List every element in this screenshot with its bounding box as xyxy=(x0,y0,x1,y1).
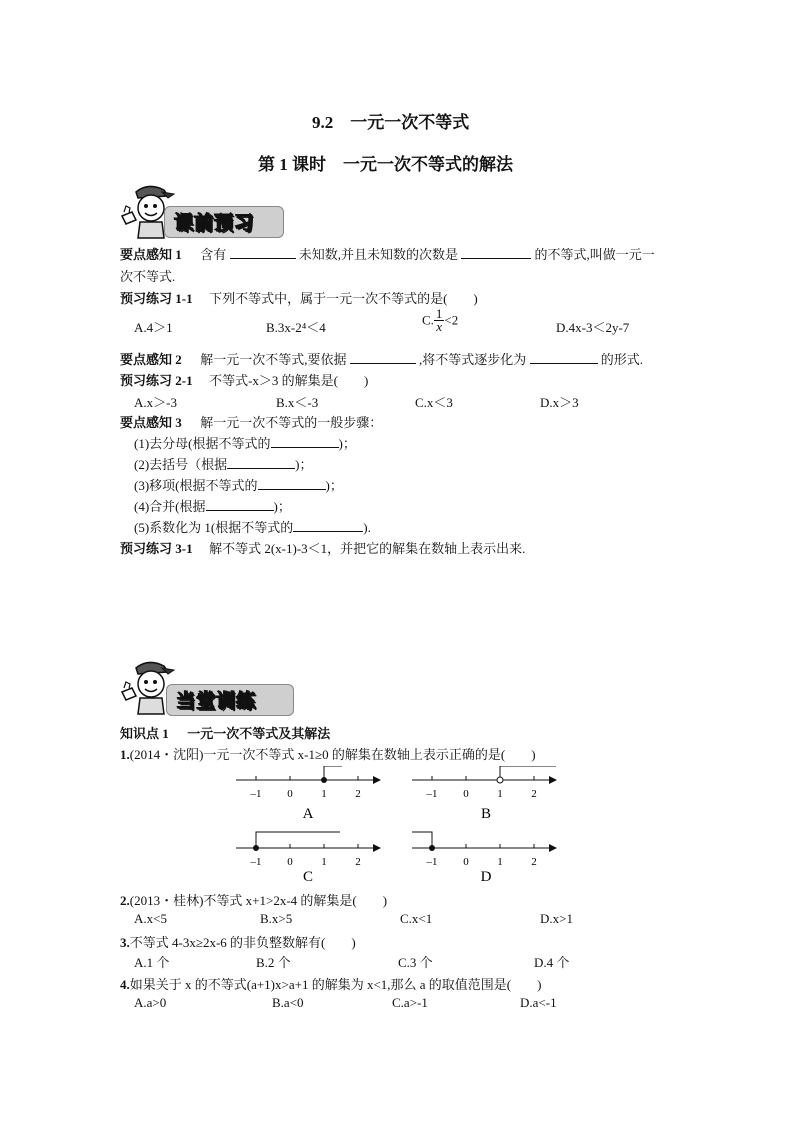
blank[interactable] xyxy=(206,498,274,511)
question-number: 4. xyxy=(120,977,130,992)
lesson-title: 第 1 课时 一元一次不等式的解法 xyxy=(258,155,513,174)
tick-label: 0 xyxy=(287,788,293,800)
option-letter: B xyxy=(480,806,492,822)
option-a[interactable]: A.1 个 xyxy=(134,955,170,970)
blank[interactable] xyxy=(227,456,295,469)
number-line-b[interactable] xyxy=(412,766,556,822)
exercise-2-1-question: 不等式-x＞3 的解集是( ) xyxy=(209,373,369,388)
step-5-text: (5)系数化为 1(根据不等式的 xyxy=(134,520,294,535)
question-text: 不等式 4-3x≥2x-6 的非负整数解有( ) xyxy=(129,935,356,950)
exercise-1-1 xyxy=(120,288,478,307)
question-number: 2. xyxy=(120,893,130,908)
exercise-3-1 xyxy=(120,538,525,557)
question-text: (2013・桂林)不等式 x+1>2x-4 的解集是( ) xyxy=(129,893,388,908)
blank[interactable] xyxy=(230,246,296,259)
knowledge-point-1 xyxy=(120,723,330,742)
option-letter: C xyxy=(302,869,314,885)
option-a[interactable]: A.a>0 xyxy=(134,995,167,1010)
question-2 xyxy=(120,890,387,909)
exercise-3-1-question: 解不等式 2(x-1)-3＜1，并把它的解集在数轴上表示出来. xyxy=(209,541,526,556)
step-1-text: (1)去分母(根据不等式的 xyxy=(134,436,271,451)
tick-label: 0 xyxy=(287,856,293,868)
step-2-text: (2)去括号（根据 xyxy=(134,457,228,472)
step-1 xyxy=(134,433,356,452)
tick-label: –1 xyxy=(426,788,438,800)
step-5 xyxy=(134,517,371,536)
tick-label: 2 xyxy=(531,788,537,800)
blank[interactable] xyxy=(258,477,326,490)
tick-label: –1 xyxy=(426,856,438,868)
option-a[interactable]: A.x<5 xyxy=(134,911,167,926)
tick-label: –1 xyxy=(250,788,262,800)
question-text: (2014・沈阳)一元一次不等式 x-1≥0 的解集在数轴上表示正确的是( ) xyxy=(129,747,536,762)
option-b[interactable]: B.3x-2⁴＜4 xyxy=(266,320,326,335)
tick-label: 0 xyxy=(463,788,469,800)
option-c[interactable]: C.3 个 xyxy=(398,955,433,970)
question-number: 3. xyxy=(120,935,130,950)
keypoint-2-text-a: 解一元一次不等式,要依据 xyxy=(200,352,347,367)
blank[interactable] xyxy=(293,519,363,532)
tick-label: 1 xyxy=(497,788,503,800)
step-2 xyxy=(134,454,313,473)
step-5-end: ). xyxy=(363,520,371,535)
keypoint-1-cont: 次不等式. xyxy=(120,269,176,284)
keypoint-2 xyxy=(120,349,643,368)
option-c[interactable]: C.x＜3 xyxy=(415,395,453,410)
question-3 xyxy=(120,932,356,951)
training-banner xyxy=(118,658,298,718)
training-banner-label: 当堂训练 xyxy=(176,690,257,712)
blank[interactable] xyxy=(461,246,531,259)
step-2-end: )； xyxy=(295,457,313,472)
option-d[interactable]: D.x>1 xyxy=(540,911,573,926)
number-line-c[interactable] xyxy=(236,832,380,885)
step-4-text: (4)合并(根据 xyxy=(134,499,206,514)
tick-label: 1 xyxy=(321,856,327,868)
blank[interactable] xyxy=(530,351,598,364)
option-c[interactable] xyxy=(422,308,458,333)
blank[interactable] xyxy=(271,435,339,448)
knowledge-point-title: 一元一次不等式及其解法 xyxy=(187,726,331,741)
option-d[interactable]: D.a<-1 xyxy=(520,995,557,1010)
tick-label: 2 xyxy=(531,856,537,868)
fraction-denominator: x xyxy=(436,319,443,334)
question-number: 1. xyxy=(120,747,130,762)
keypoint-1 xyxy=(120,244,655,263)
number-line-options xyxy=(0,766,794,886)
tick-label: 2 xyxy=(355,856,361,868)
tick-label: 1 xyxy=(497,856,503,868)
question-text: 如果关于 x 的不等式(a+1)x>a+1 的解集为 x<1,那么 a 的取值范围是( ) xyxy=(129,977,542,992)
tick-label: 2 xyxy=(355,788,361,800)
tick-label: 1 xyxy=(321,788,327,800)
question-4 xyxy=(120,974,541,993)
option-letter: A xyxy=(302,806,314,822)
keypoint-3-intro: 解一元一次不等式的一般步骤： xyxy=(200,415,383,430)
keypoint-2-label: 要点感知 2 xyxy=(120,352,182,367)
keypoint-3-label: 要点感知 3 xyxy=(120,415,182,430)
option-c[interactable]: C.x<1 xyxy=(400,911,433,926)
option-b[interactable]: B.x＜-3 xyxy=(276,395,319,410)
blank[interactable] xyxy=(350,351,416,364)
option-a[interactable]: A.4＞1 xyxy=(134,320,173,335)
option-b[interactable]: B.2 个 xyxy=(256,955,291,970)
option-b[interactable]: B.x>5 xyxy=(260,911,293,926)
fraction xyxy=(434,308,445,333)
option-c-prefix: C. xyxy=(422,312,434,328)
step-3-end: )； xyxy=(325,478,343,493)
exercise-3-1-label: 预习练习 3-1 xyxy=(120,541,193,556)
step-1-end: )； xyxy=(338,436,356,451)
keypoint-1-text-c: 的不等式,叫做一元一 xyxy=(534,247,655,262)
keypoint-2-text-b: ,将不等式逐步化为 xyxy=(419,352,527,367)
exercise-2-1-label: 预习练习 2-1 xyxy=(120,373,193,388)
keypoint-1-label: 要点感知 1 xyxy=(120,247,182,262)
keypoint-3 xyxy=(120,412,382,431)
fraction-numerator: 1 xyxy=(435,306,443,321)
number-line-d[interactable] xyxy=(412,832,556,885)
exercise-1-1-question: 下列不等式中，属于一元一次不等式的是( ) xyxy=(209,291,478,306)
tick-label: 0 xyxy=(463,856,469,868)
step-3-text: (3)移项(根据不等式的 xyxy=(134,478,258,493)
preview-banner-label: 课前预习 xyxy=(174,212,255,234)
exercise-1-1-label: 预习练习 1-1 xyxy=(120,291,193,306)
section-title: 9.2 一元一次不等式 xyxy=(312,113,470,132)
option-b[interactable]: B.a<0 xyxy=(272,995,304,1010)
option-d[interactable]: D.4 个 xyxy=(534,955,570,970)
keypoint-1-text-b: 未知数,并且未知数的次数是 xyxy=(298,247,459,262)
option-c[interactable]: C.a>-1 xyxy=(392,995,428,1010)
option-d[interactable]: D.x＞3 xyxy=(540,395,579,410)
tick-label: –1 xyxy=(250,856,262,868)
preview-banner xyxy=(118,182,288,240)
exercise-2-1 xyxy=(120,370,368,389)
option-a[interactable]: A.x＞-3 xyxy=(134,395,177,410)
step-3 xyxy=(134,475,343,494)
option-letter: D xyxy=(480,869,492,885)
keypoint-2-text-c: 的形式. xyxy=(600,352,644,367)
number-line-a[interactable] xyxy=(236,766,380,822)
option-c-suffix: <2 xyxy=(444,312,459,328)
keypoint-1-text-a: 含有 xyxy=(200,247,227,262)
question-1 xyxy=(120,744,536,763)
step-4 xyxy=(134,496,291,515)
knowledge-point-label: 知识点 1 xyxy=(120,726,169,741)
step-4-end: )； xyxy=(273,499,291,514)
option-d[interactable]: D.4x-3＜2y-7 xyxy=(556,320,630,335)
